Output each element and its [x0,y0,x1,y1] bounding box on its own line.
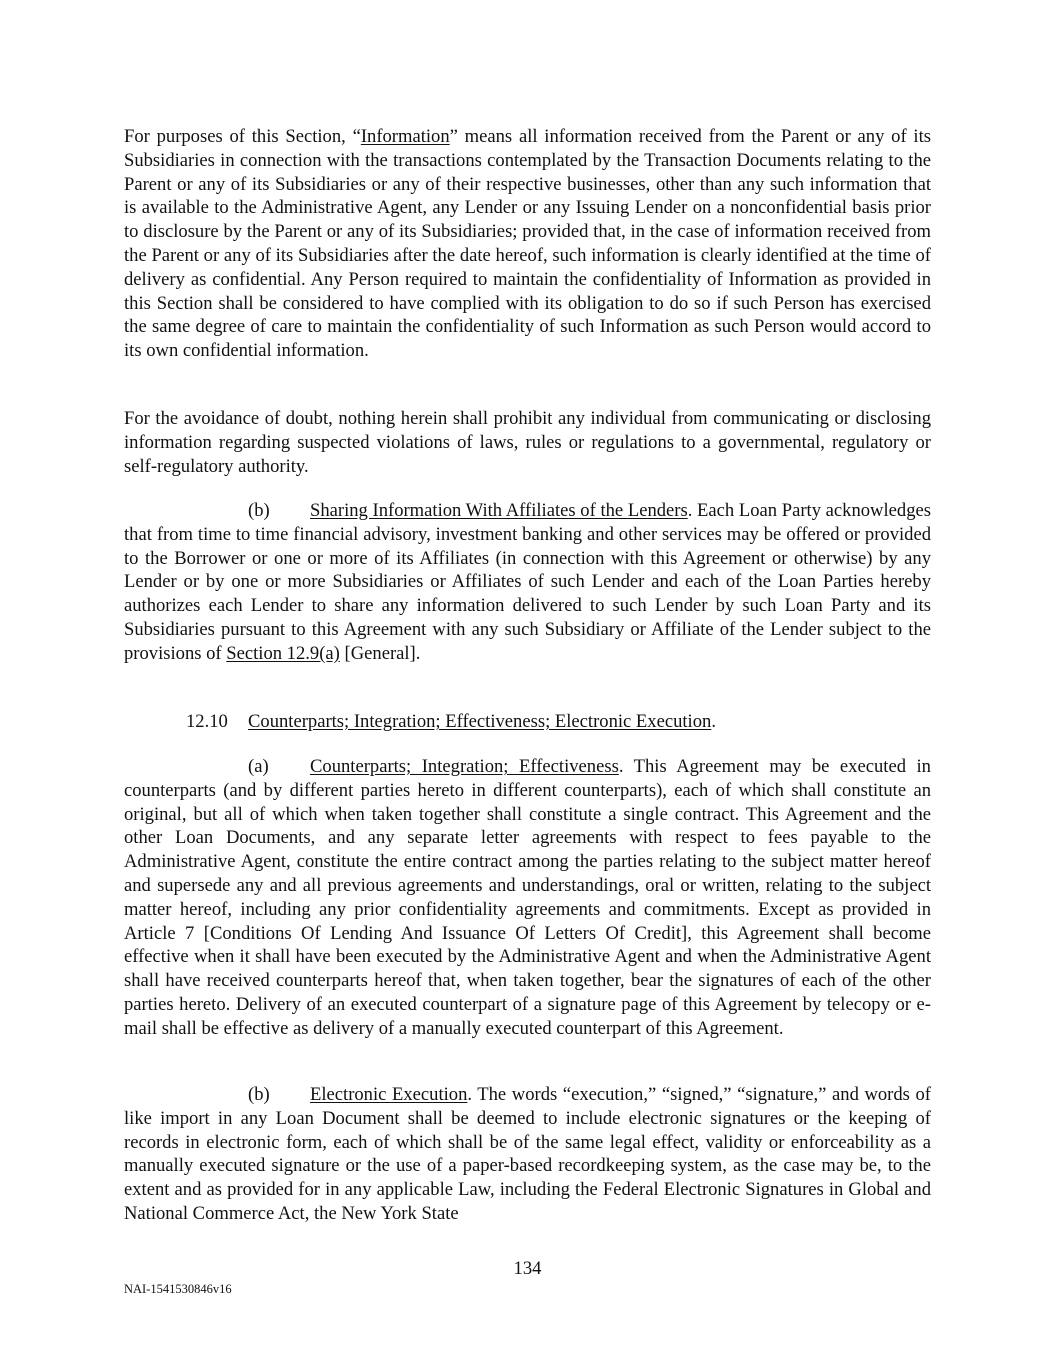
text-run: ” means all information received from the Parent or any of its Subsidiaries in connection with the transactions contemplated by the Transaction Documents relating to the Parent or any of its Subsidiaries or any of their respective businesses, other than any such information that is available to the Administrative Agent, any Lender or any Issuing Lender on a nonconfidential basis prior to disclosure by the Parent or any of its Subsidiaries; provided that, in the case of information received from the Parent or any of its Subsidiaries after the date hereof, such information is clearly identified at the time of delivery as confidential. Any Person required to maintain the confidentiality of Information as provided in this Section shall be considered to have complied with its obligation to do so if such Person has exercised the same degree of care to maintain the confidentiality of such Information as such Person would accord to its own confidential information. [124,126,931,362]
text-run: . [711,711,716,732]
clause-title: Electronic Execution [310,1084,468,1105]
paragraph-avoidance-of-doubt [124,407,931,478]
clause-label: (b) [248,500,270,521]
text-run: . This Agreement may be executed in counterparts (and by different parties hereto in different counterparts), each of which shall constitute an original, but all of which when taken together shall constitute a single contract. This Agreement and the other Loan Documents, and any separate letter agreements with respect to fees payable to the Administrative Agent, constitute the entire contract among the parties relating to the subject matter hereof and supersede any and all previous agreements and understandings, oral or written, relating to the subject matter hereof, including any prior confidentiality agreements and commitments. Except as provided in Article 7 [Conditions Of Lending And Issuance Of Letters Of Credit], this Agreement shall become effective when it shall have been executed by the Administrative Agent and when the Administrative Agent shall have received counterparts hereof that, when taken together, bear the signatures of each of the other parties hereto. Delivery of an executed counterpart of a signature page of this Agreement by telecopy or e-mail shall be effective as delivery of a manually executed counterpart of this Agreement. [124,756,931,1039]
clause-title: Sharing Information With Affiliates of the Lenders [310,500,688,521]
page-number: 134 [513,1258,542,1279]
clause-label: (b) [248,1084,270,1105]
section-heading-12-10 [186,710,931,734]
text-run: . Each Loan Party acknowledges that from time to time financial advisory, investment banking and other services may be offered or provided to the Borrower or one or more of its Affiliates (in connection with this Agreement or otherwise) by any Lender or by one or more Subsidiaries or Affiliates of such Lender and each of the Loan Parties hereby authorizes each Lender to share any information delivered to such Lender by such Loan Party and its Subsidiaries pursuant to this Agreement with any such Subsidiary or Affiliate of the Lender subject to the provisions of [124,500,931,664]
text-run: [General]. [339,642,421,664]
section-title: Counterparts; Integration; Effectiveness; Electronic Execution [248,711,712,732]
clause-label: (a) [248,756,269,777]
document-id: NAI-1541530846v16 [124,1282,232,1296]
paragraph-sharing-information [124,499,931,666]
defined-term-information: Information [360,126,450,147]
paragraph-electronic-execution [124,1083,931,1226]
text-run: For purposes of this Section, “ [124,126,361,147]
section-number: 12.10 [186,711,228,732]
clause-title: Counterparts; Integration; Effectiveness [310,756,619,777]
paragraph-information-definition [124,125,931,363]
text-run: For the avoidance of doubt, nothing herein shall prohibit any individual from communicating or disclosing information regarding suspected violations of laws, rules or regulations to a governmental, regulatory or self-regulatory authority. [124,408,931,477]
section-reference: Section 12.9(a) [226,642,340,664]
text-run: . The words “execution,” “signed,” “signature,” and words of like import in any Loan Document shall be deemed to include electronic signatures or the keeping of records in electronic form, each of which shall be of the same legal effect, validity or enforceability as a manually executed signature or the use of a paper-based recordkeeping system, as the case may be, to the extent and as provided for in any applicable Law, including the Federal Electronic Signatures in Global and National Commerce Act, the New York State [124,1084,931,1224]
paragraph-counterparts [124,755,931,1041]
